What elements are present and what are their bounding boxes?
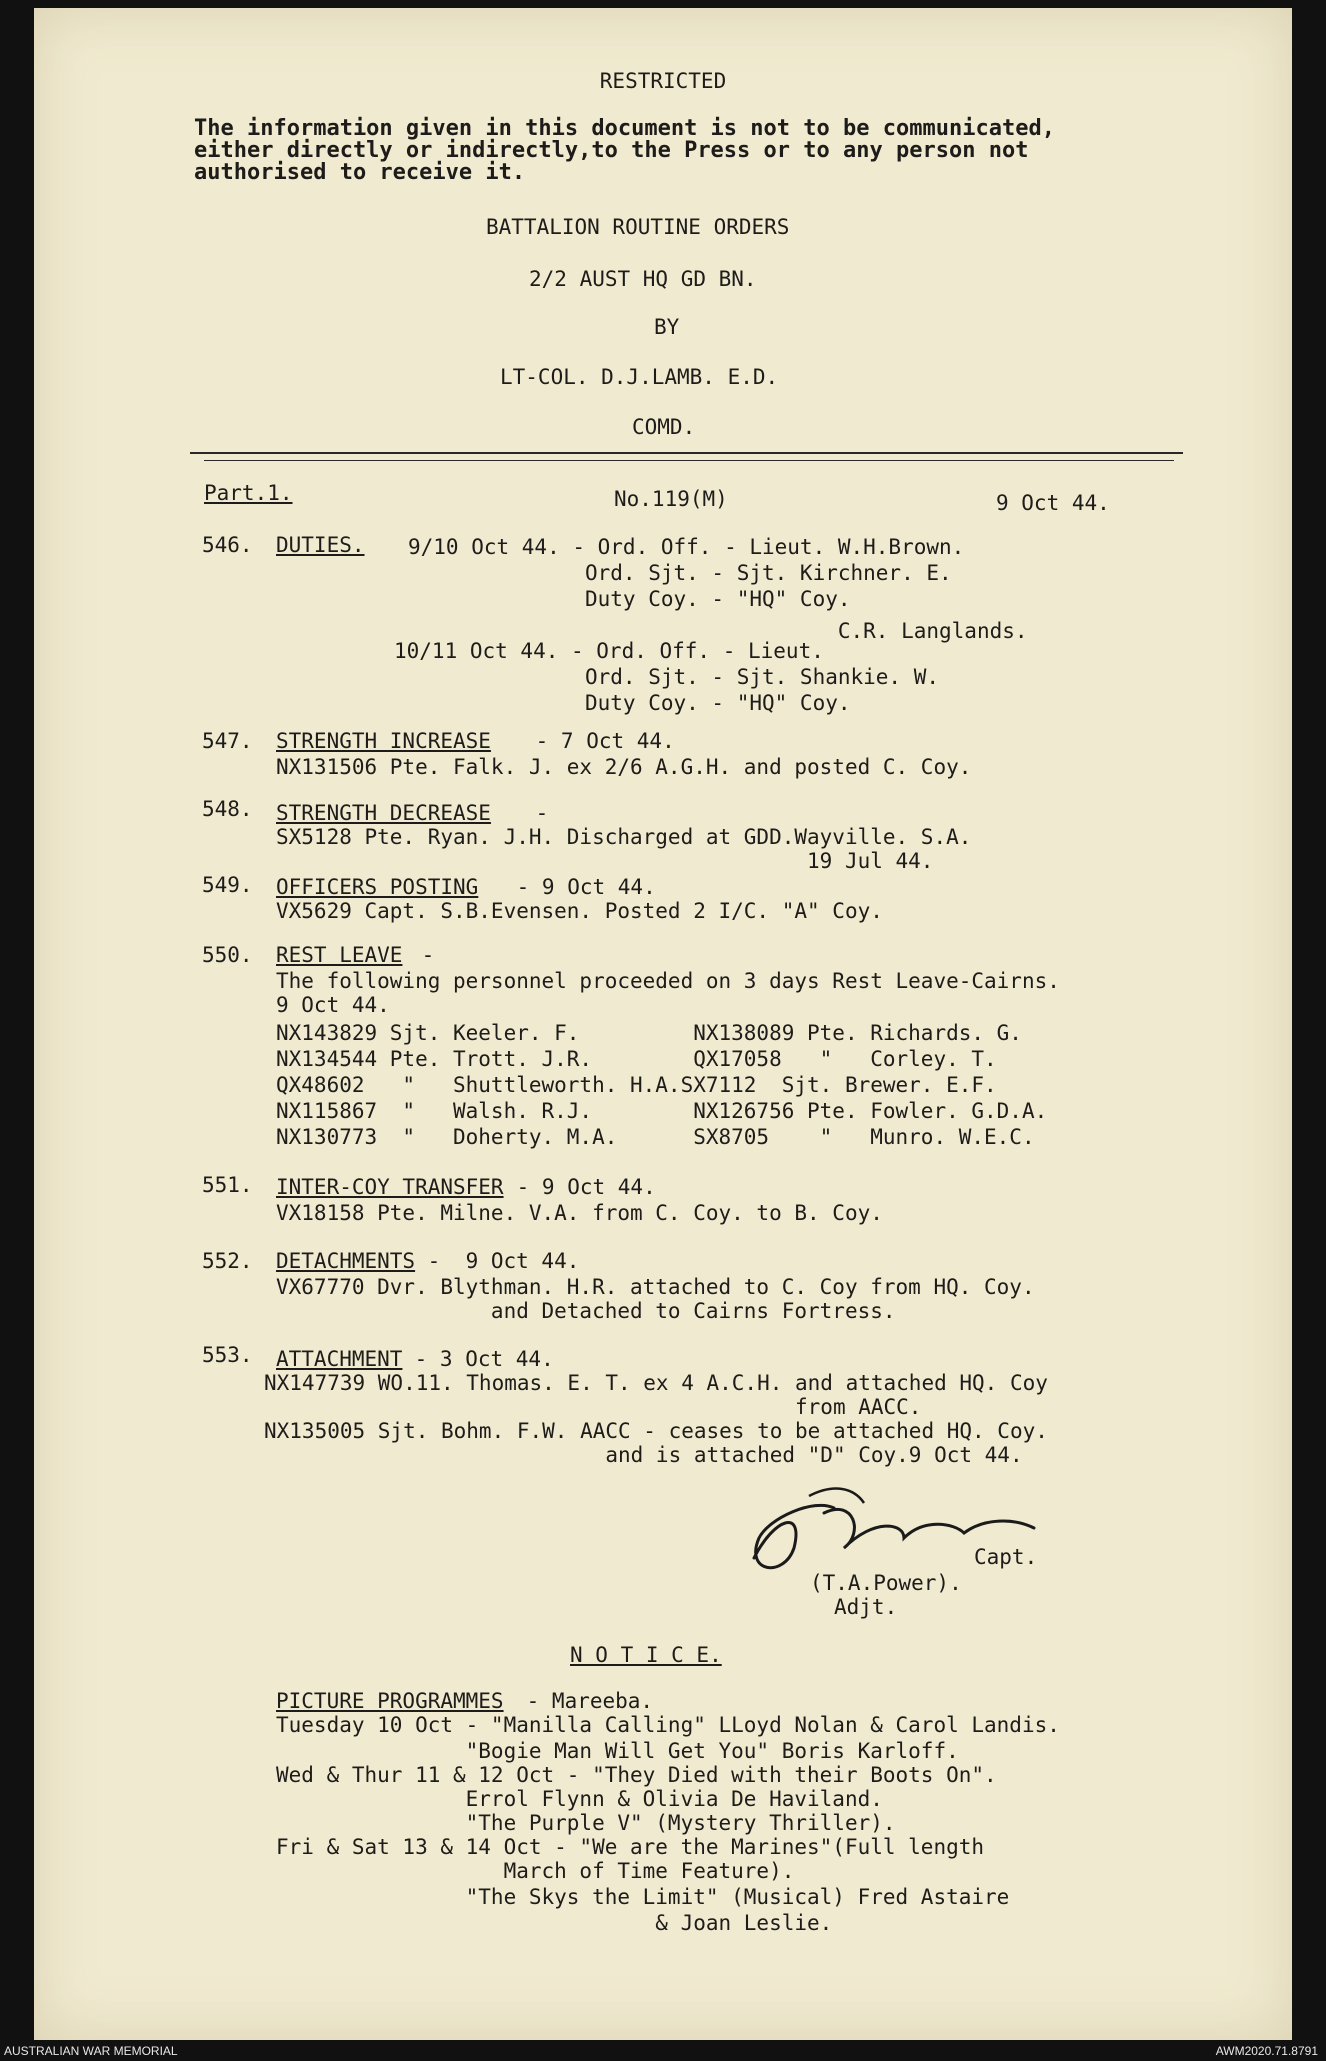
order-550-line: NX143829 Sjt. Keeler. F. NX138089 Pte. Richards. G. <box>276 1021 1022 1045</box>
order-number: No.119(M) <box>614 487 728 511</box>
order-553-line: and is attached "D" Coy.9 Oct 44. <box>264 1443 1023 1467</box>
order-553-number: 553. <box>202 1343 253 1367</box>
order-552-heading: DETACHMENTS <box>276 1249 416 1273</box>
order-550-line: NX130773 " Doherty. M.A. SX8705 " Munro. W.E.C. <box>276 1125 1035 1149</box>
notice-line: Errol Flynn & Olivia De Haviland. <box>276 1787 883 1811</box>
order-546-line: C.R. Langlands. <box>408 619 1028 643</box>
order-546-number: 546. <box>202 533 253 557</box>
order-548-number: 548. <box>202 797 253 821</box>
notice-line: "The Skys the Limit" (Musical) Fred Astaire <box>276 1885 1010 1909</box>
order-552-number: 552. <box>202 1249 253 1273</box>
notice-line: "Bogie Man Will Get You" Boris Karloff. <box>276 1739 959 1763</box>
order-550-number: 550. <box>202 943 253 967</box>
order-547-line: NX131506 Pte. Falk. J. ex 2/6 A.G.H. and posted C. Coy. <box>276 755 972 779</box>
notice-heading-suffix: - Mareeba. <box>514 1689 654 1713</box>
order-549-number: 549. <box>202 873 253 897</box>
notice-line: Fri & Sat 13 & 14 Oct - "We are the Marines"(Full length <box>276 1835 985 1859</box>
order-548-line: 19 Jul 44. <box>276 849 934 873</box>
order-553-line: from AACC. <box>264 1395 922 1419</box>
commander-title: COMD. <box>632 415 696 439</box>
notice-line: & Joan Leslie. <box>276 1911 833 1935</box>
footer-institution: AUSTRALIAN WAR MEMORIAL <box>4 2044 178 2058</box>
document-page <box>34 8 1292 2040</box>
order-553-line: NX135005 Sjt. Bohm. F.W. AACC - ceases to be attached HQ. Coy. <box>264 1419 1048 1443</box>
order-550-line: The following personnel proceeded on 3 days Rest Leave-Cairns. <box>276 969 1060 993</box>
signatory-rank: Capt. <box>974 1545 1038 1569</box>
order-552-line: and Detached to Cairns Fortress. <box>276 1299 896 1323</box>
notice-line: March of Time Feature). <box>276 1859 795 1883</box>
unit-name: 2/2 AUST HQ GD BN. <box>529 267 757 291</box>
part-label: Part.1. <box>204 481 293 505</box>
order-551-number: 551. <box>202 1173 253 1197</box>
notice-line: "The Purple V" (Mystery Thriller). <box>276 1811 896 1835</box>
order-547-number: 547. <box>202 729 253 753</box>
order-551-suffix: - 9 Oct 44. <box>504 1175 656 1199</box>
order-546-line: Duty Coy. - "HQ" Coy. <box>408 587 851 611</box>
order-552-line: VX67770 Dvr. Blythman. H.R. attached to C. Coy from HQ. Coy. <box>276 1275 1035 1299</box>
order-552-suffix: - 9 Oct 44. <box>415 1249 580 1273</box>
order-548-heading: STRENGTH DECREASE <box>276 801 491 825</box>
header-rule-secondary <box>204 460 1174 461</box>
order-550-suffix: - <box>409 943 435 967</box>
order-547-heading: STRENGTH INCREASE <box>276 729 491 753</box>
notice-heading: PICTURE PROGRAMMES <box>276 1689 504 1713</box>
order-546-line: Ord. Sjt. - Sjt. Shankie. W. <box>408 665 940 689</box>
order-550-line: 9 Oct 44. <box>276 993 390 1017</box>
order-553-suffix: - 3 Oct 44. <box>402 1347 554 1371</box>
order-553-line: NX147739 WO.11. Thomas. E. T. ex 4 A.C.H. and attached HQ. Coy <box>264 1371 1048 1395</box>
order-date: 9 Oct 44. <box>996 491 1110 515</box>
notice-line: Wed & Thur 11 & 12 Oct - "They Died with their Boots On". <box>276 1763 997 1787</box>
warning-line-3: authorised to receive it. <box>194 160 526 185</box>
order-549-line: VX5629 Capt. S.B.Evensen. Posted 2 I/C. "A" Coy. <box>276 899 883 923</box>
order-553-heading: ATTACHMENT <box>276 1347 403 1371</box>
order-546-line: Duty Coy. - "HQ" Coy. <box>408 691 851 715</box>
archive-footer <box>0 2040 1326 2061</box>
order-550-line: QX48602 " Shuttleworth. H.A.SX7112 Sjt. Brewer. E.F. <box>276 1073 997 1097</box>
order-546-heading: DUTIES. <box>276 533 365 557</box>
order-550-heading: REST LEAVE <box>276 943 403 967</box>
order-546-line: Ord. Sjt. - Sjt. Kirchner. E. <box>408 561 952 585</box>
order-551-heading: INTER-COY TRANSFER <box>276 1175 504 1199</box>
order-546-line: 10/11 Oct 44. - Ord. Off. - Lieut. <box>394 639 824 663</box>
order-548-line: SX5128 Pte. Ryan. J.H. Discharged at GDD.Wayville. S.A. <box>276 825 972 849</box>
order-547-suffix: - 7 Oct 44. <box>523 729 675 753</box>
order-549-heading: OFFICERS POSTING <box>276 875 479 899</box>
warning-line-2: either directly or indirectly,to the Press or to any person not <box>194 138 1029 163</box>
warning-line-1: The information given in this document is not to be communicated, <box>194 116 1055 141</box>
order-549-suffix: - 9 Oct 44. <box>504 875 656 899</box>
document-title: BATTALION ROUTINE ORDERS <box>486 215 790 239</box>
notice-line: Tuesday 10 Oct - "Manilla Calling" LLoyd Nolan & Carol Landis. <box>276 1713 1060 1737</box>
notice-title: N O T I C E. <box>570 1643 722 1667</box>
header-rule <box>190 452 1183 454</box>
footer-accession-number: AWM2020.71.8791 <box>1215 2044 1318 2058</box>
classification-heading: RESTRICTED <box>599 69 727 93</box>
order-550-line: NX134544 Pte. Trott. J.R. QX17058 " Corley. T. <box>276 1047 997 1071</box>
signatory-name: (T.A.Power). <box>810 1571 962 1595</box>
order-551-line: VX18158 Pte. Milne. V.A. from C. Coy. to B. Coy. <box>276 1201 883 1225</box>
by-line: BY <box>654 315 680 339</box>
order-546-line: 9/10 Oct 44. - Ord. Off. - Lieut. W.H.Brown. <box>408 535 965 559</box>
order-550-line: NX115867 " Walsh. R.J. NX126756 Pte. Fowler. G.D.A. <box>276 1099 1048 1123</box>
commander-name: LT-COL. D.J.LAMB. E.D. <box>500 365 779 389</box>
order-548-suffix: - <box>523 801 549 825</box>
signatory-role: Adjt. <box>834 1595 898 1619</box>
